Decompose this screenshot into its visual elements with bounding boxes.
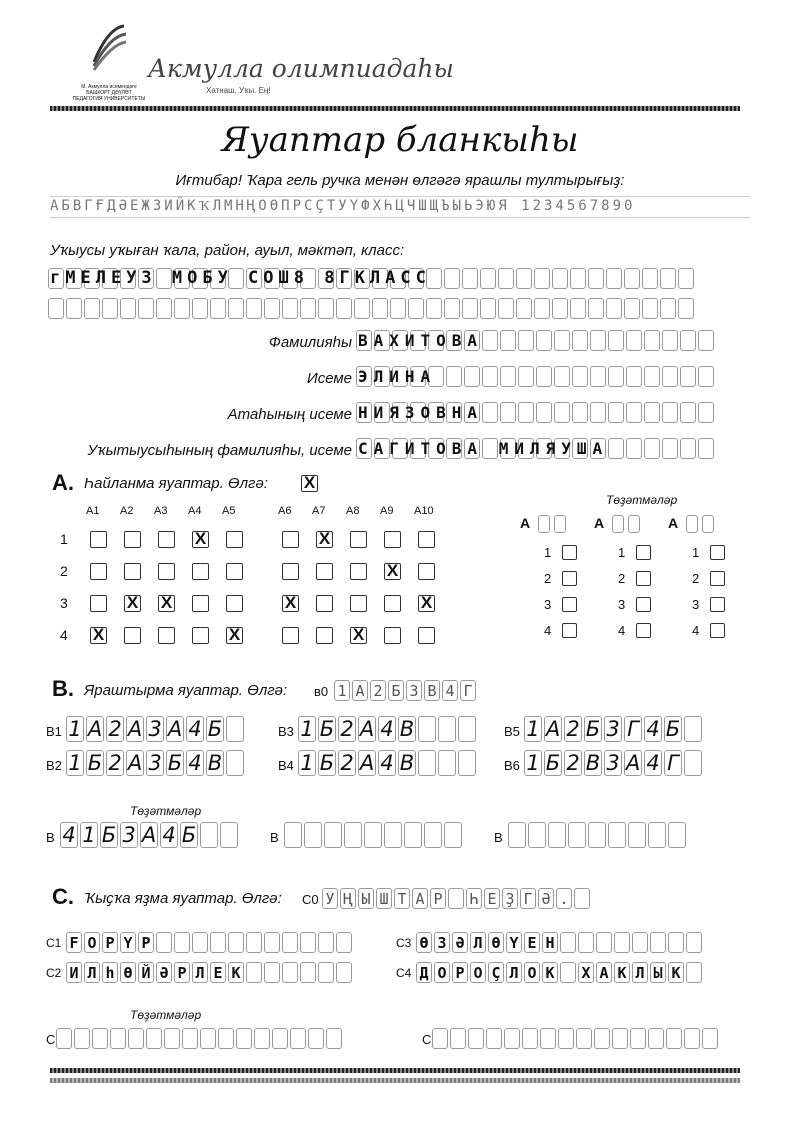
answer-label-с3: С3 bbox=[396, 936, 412, 950]
example-cell: Ы bbox=[358, 888, 374, 909]
correction-field-c[interactable] bbox=[432, 1028, 720, 1049]
answer-checkbox-a10-3[interactable]: X bbox=[418, 595, 435, 612]
example-cell: Е bbox=[484, 888, 500, 909]
column-header-a5: A5 bbox=[222, 505, 236, 517]
answer-checkbox-a7-3[interactable] bbox=[316, 595, 333, 612]
answer-checkbox-a8-4[interactable]: X bbox=[350, 627, 367, 644]
correction-field-b[interactable] bbox=[284, 822, 464, 848]
correction-checkbox[interactable] bbox=[562, 571, 577, 586]
answer-field-с2[interactable]: И Л h Ө Й Ә Р Л Е К bbox=[66, 962, 354, 983]
example-cell: . bbox=[556, 888, 572, 909]
first-name-value: ЭЛИНА bbox=[358, 367, 437, 386]
correction-row-number: 3 bbox=[618, 597, 626, 612]
correction-label: В bbox=[494, 830, 503, 845]
answer-field-в4[interactable]: 1 Б 2 А 4 В bbox=[298, 750, 478, 776]
correction-checkbox[interactable] bbox=[562, 597, 577, 612]
example-cell: Ң bbox=[340, 888, 356, 909]
example-cell: Ә bbox=[538, 888, 554, 909]
correction-row-number: 2 bbox=[618, 571, 626, 586]
answer-checkbox-a6-3[interactable]: X bbox=[282, 595, 299, 612]
answer-label-в6: В6 bbox=[504, 758, 520, 773]
answer-checkbox-a7-1[interactable]: X bbox=[316, 531, 333, 548]
answer-checkbox-a4-4[interactable] bbox=[192, 627, 209, 644]
row-number-3: 3 bbox=[60, 595, 68, 611]
example-cell: Һ bbox=[466, 888, 482, 909]
answer-checkbox-a10-4[interactable] bbox=[418, 627, 435, 644]
answer-checkbox-a9-2[interactable]: X bbox=[384, 563, 401, 580]
correction-checkbox[interactable] bbox=[710, 545, 725, 560]
section-c-example bbox=[322, 888, 592, 909]
answer-grid-a bbox=[60, 505, 460, 665]
answer-field-с4[interactable]: Д О Р О Ҫ Л О К Х А К Л Ы К bbox=[416, 962, 704, 983]
patronymic-label: Атаhының исеме bbox=[227, 406, 352, 423]
sample-alphabet: АБВГҒДӘЕЖЗИЙКҠЛМНҢОӨПРСҪТУҮФХҺЦЧШЩЪЫЬЭЮЯ 1234567890 bbox=[50, 196, 750, 218]
correction-checkbox[interactable] bbox=[636, 571, 651, 586]
answer-checkbox-a3-2[interactable] bbox=[158, 563, 175, 580]
answer-checkbox-a5-1[interactable] bbox=[226, 531, 243, 548]
answer-checkbox-a4-1[interactable]: X bbox=[192, 531, 209, 548]
correction-row-number: 2 bbox=[692, 571, 700, 586]
answer-checkbox-a2-1[interactable] bbox=[124, 531, 141, 548]
column-header-a7: A7 bbox=[312, 505, 326, 517]
example-cell: Г bbox=[520, 888, 536, 909]
answer-checkbox-a8-1[interactable] bbox=[350, 531, 367, 548]
correction-row-number: 1 bbox=[618, 545, 626, 560]
column-header-a1: A1 bbox=[86, 505, 100, 517]
example-cell bbox=[448, 888, 464, 909]
school-value: гМЕЛЕУЗ МОБУ СОШ8 8ГКЛАСС bbox=[50, 268, 431, 288]
answer-checkbox-a5-4[interactable]: X bbox=[226, 627, 243, 644]
answer-checkbox-a6-4[interactable] bbox=[282, 627, 299, 644]
correction-row-number: 1 bbox=[544, 545, 552, 560]
answer-checkbox-a1-3[interactable] bbox=[90, 595, 107, 612]
correction-column-letter: А bbox=[594, 515, 605, 531]
correction-row-number: 3 bbox=[544, 597, 552, 612]
section-c-corrections bbox=[46, 1028, 746, 1058]
teacher-label: Уҡытыусыhының фамилияhы, исеме bbox=[87, 442, 352, 459]
correction-row-number: 2 bbox=[544, 571, 552, 586]
section-a-title: Һайланма яуаптар. Өлгә: bbox=[84, 475, 268, 492]
correction-checkbox[interactable] bbox=[710, 597, 725, 612]
section-a-corrections bbox=[520, 515, 740, 645]
column-header-a9: A9 bbox=[380, 505, 394, 517]
section-b-title: Яраштырма яуаптар. Өлгә: bbox=[84, 682, 288, 699]
answer-label-в5: В5 bbox=[504, 724, 520, 739]
answer-checkbox-a1-1[interactable] bbox=[90, 531, 107, 548]
correction-label: С bbox=[422, 1032, 432, 1047]
example-cell: В bbox=[424, 680, 440, 701]
correction-label: В bbox=[270, 830, 279, 845]
surname-value: ВАХИТОВА bbox=[358, 331, 484, 350]
answer-checkbox-a7-2[interactable] bbox=[316, 563, 333, 580]
correction-column-letter: А bbox=[668, 515, 679, 531]
section-c-example-label: С0 bbox=[302, 892, 319, 907]
example-cell: Б bbox=[388, 680, 404, 701]
answer-label-в4: В4 bbox=[278, 758, 294, 773]
correction-field-c[interactable] bbox=[56, 1028, 344, 1049]
answer-checkbox-a10-1[interactable] bbox=[418, 531, 435, 548]
column-header-a10: A10 bbox=[414, 505, 434, 517]
olympiad-title: Акмулла олимпиадаhы bbox=[148, 54, 454, 83]
section-b-answers bbox=[46, 716, 746, 796]
header-divider bbox=[50, 106, 740, 111]
answer-checkbox-a2-4[interactable] bbox=[124, 627, 141, 644]
answer-checkbox-a9-3[interactable] bbox=[384, 595, 401, 612]
column-header-a4: A4 bbox=[188, 505, 202, 517]
correction-row-number: 4 bbox=[692, 623, 700, 638]
answer-field-в6[interactable]: 1 Б 2 В 3 А 4 Г bbox=[524, 750, 704, 776]
surname-label: Фамилияhы bbox=[268, 334, 352, 351]
patronymic-value: НИЯЗОВНА bbox=[358, 403, 484, 422]
section-c-corrections-title: Төҙәтмәләр bbox=[130, 1008, 202, 1022]
answer-field-в2[interactable]: 1 Б 2 А 3 Б 4 В bbox=[66, 750, 246, 776]
footer-divider bbox=[50, 1068, 740, 1073]
example-cell: У bbox=[322, 888, 338, 909]
answer-field-в1[interactable]: 1 А 2 А 3 А 4 Б bbox=[66, 716, 246, 742]
section-a-example-box: X bbox=[301, 475, 318, 492]
column-header-a8: A8 bbox=[346, 505, 360, 517]
answer-checkbox-a6-1[interactable] bbox=[282, 531, 299, 548]
example-cell: Г bbox=[460, 680, 476, 701]
answer-checkbox-a10-2[interactable] bbox=[418, 563, 435, 580]
section-b-corrections bbox=[46, 822, 766, 854]
answer-checkbox-a1-2[interactable] bbox=[90, 563, 107, 580]
correction-checkbox[interactable] bbox=[636, 597, 651, 612]
logo-caption: М. Акмулла исемендәге БАШКОРТ ДӘҮЛӘТ ПЕДАГОГИЯ УНИВЕРСИТЕТЫ bbox=[72, 84, 146, 102]
fill-instruction: Иғтибар! Ҡара гель ручка менән өлгәгә ярашлы тултырығыҙ: bbox=[175, 172, 625, 189]
answer-field-с1[interactable]: F O P Y P bbox=[66, 932, 354, 953]
section-b-corrections-title: Төҙәтмәләр bbox=[130, 804, 202, 818]
answer-label-с4: С4 bbox=[396, 966, 412, 980]
answer-label-с1: С1 bbox=[46, 936, 62, 950]
correction-checkbox[interactable] bbox=[636, 545, 651, 560]
answer-checkbox-a4-2[interactable] bbox=[192, 563, 209, 580]
school-input-row2[interactable] bbox=[48, 298, 696, 319]
answer-checkbox-a3-1[interactable] bbox=[158, 531, 175, 548]
answer-checkbox-a6-2[interactable] bbox=[282, 563, 299, 580]
answer-checkbox-a7-4[interactable] bbox=[316, 627, 333, 644]
section-b-letter: В. bbox=[52, 676, 74, 701]
correction-column-number-box[interactable] bbox=[554, 515, 566, 533]
example-cell: Т bbox=[394, 888, 410, 909]
correction-column-number-box[interactable] bbox=[686, 515, 698, 533]
answer-checkbox-a8-2[interactable] bbox=[350, 563, 367, 580]
footer-divider-2 bbox=[50, 1078, 740, 1083]
section-b-example bbox=[334, 680, 478, 701]
answer-field-в5[interactable]: 1 А 2 Б 3 Г 4 Б bbox=[524, 716, 704, 742]
example-cell: 3 bbox=[406, 680, 422, 701]
correction-label: С bbox=[46, 1032, 56, 1047]
answer-checkbox-a5-2[interactable] bbox=[226, 563, 243, 580]
university-logo bbox=[88, 22, 128, 74]
correction-checkbox[interactable] bbox=[710, 571, 725, 586]
correction-checkbox[interactable] bbox=[710, 623, 725, 638]
answer-checkbox-a3-3[interactable]: X bbox=[158, 595, 175, 612]
example-cell: Ш bbox=[376, 888, 392, 909]
column-header-a6: A6 bbox=[278, 505, 292, 517]
example-cell: 2 bbox=[370, 680, 386, 701]
motto: Хатнаш. Уҡы. Ең! bbox=[206, 86, 271, 95]
form-title: Яуаптар бланкыhы bbox=[221, 120, 579, 160]
correction-row-number: 4 bbox=[544, 623, 552, 638]
answer-checkbox-a9-1[interactable] bbox=[384, 531, 401, 548]
example-cell bbox=[574, 888, 590, 909]
answer-checkbox-a4-3[interactable] bbox=[192, 595, 209, 612]
answer-field-в3[interactable]: 1 Б 2 А 4 В bbox=[298, 716, 478, 742]
answer-checkbox-a2-2[interactable] bbox=[124, 563, 141, 580]
correction-label: В bbox=[46, 830, 55, 845]
row-number-1: 1 bbox=[60, 531, 68, 547]
section-a-corrections-title: Төҙәтмәләр bbox=[606, 493, 678, 507]
correction-column-number-box[interactable] bbox=[612, 515, 624, 533]
answer-label-с2: С2 bbox=[46, 966, 62, 980]
correction-field-b[interactable]: 4 1 Б 3 А 4 Б bbox=[60, 822, 240, 848]
example-cell: 4 bbox=[442, 680, 458, 701]
teacher-value: САГИТОВА МИЛЯУША bbox=[358, 439, 609, 458]
row-number-2: 2 bbox=[60, 563, 68, 579]
correction-checkbox[interactable] bbox=[562, 623, 577, 638]
answer-label-в2: В2 bbox=[46, 758, 62, 773]
section-c-answers bbox=[46, 932, 746, 992]
first-name-label: Исеме bbox=[306, 370, 352, 387]
correction-row-number: 1 bbox=[692, 545, 700, 560]
answer-field-с3[interactable]: Ө З Ә Л Ө Ү Е Н bbox=[416, 932, 704, 953]
answer-checkbox-a1-4[interactable]: X bbox=[90, 627, 107, 644]
correction-column-number-box[interactable] bbox=[702, 515, 714, 533]
correction-column-letter: А bbox=[520, 515, 531, 531]
column-header-a3: A3 bbox=[154, 505, 168, 517]
correction-row-number: 3 bbox=[692, 597, 700, 612]
section-c-title: Ҡыҫҡа яҙма яуаптар. Өлгә: bbox=[84, 890, 282, 907]
correction-row-number: 4 bbox=[618, 623, 626, 638]
answer-checkbox-a8-3[interactable] bbox=[350, 595, 367, 612]
answer-checkbox-a2-3[interactable]: X bbox=[124, 595, 141, 612]
correction-checkbox[interactable] bbox=[636, 623, 651, 638]
answer-label-в3: В3 bbox=[278, 724, 294, 739]
answer-checkbox-a3-4[interactable] bbox=[158, 627, 175, 644]
column-header-a2: A2 bbox=[120, 505, 134, 517]
section-a-letter: А. bbox=[52, 470, 74, 495]
school-label: Уҡыусы уҡыған ҡала, район, ауыл, мәктәп, класс: bbox=[50, 242, 405, 259]
correction-field-b[interactable] bbox=[508, 822, 688, 848]
row-number-4: 4 bbox=[60, 627, 68, 643]
example-cell: А bbox=[412, 888, 428, 909]
section-c-letter: С. bbox=[52, 884, 74, 909]
correction-checkbox[interactable] bbox=[562, 545, 577, 560]
correction-column-number-box[interactable] bbox=[538, 515, 550, 533]
correction-column-number-box[interactable] bbox=[628, 515, 640, 533]
example-cell: Ҙ bbox=[502, 888, 518, 909]
answer-checkbox-a5-3[interactable] bbox=[226, 595, 243, 612]
example-cell: А bbox=[352, 680, 368, 701]
answer-label-в1: В1 bbox=[46, 724, 62, 739]
section-b-example-label: в0 bbox=[314, 684, 329, 699]
example-cell: 1 bbox=[334, 680, 350, 701]
answer-checkbox-a9-4[interactable] bbox=[384, 627, 401, 644]
example-cell: Р bbox=[430, 888, 446, 909]
